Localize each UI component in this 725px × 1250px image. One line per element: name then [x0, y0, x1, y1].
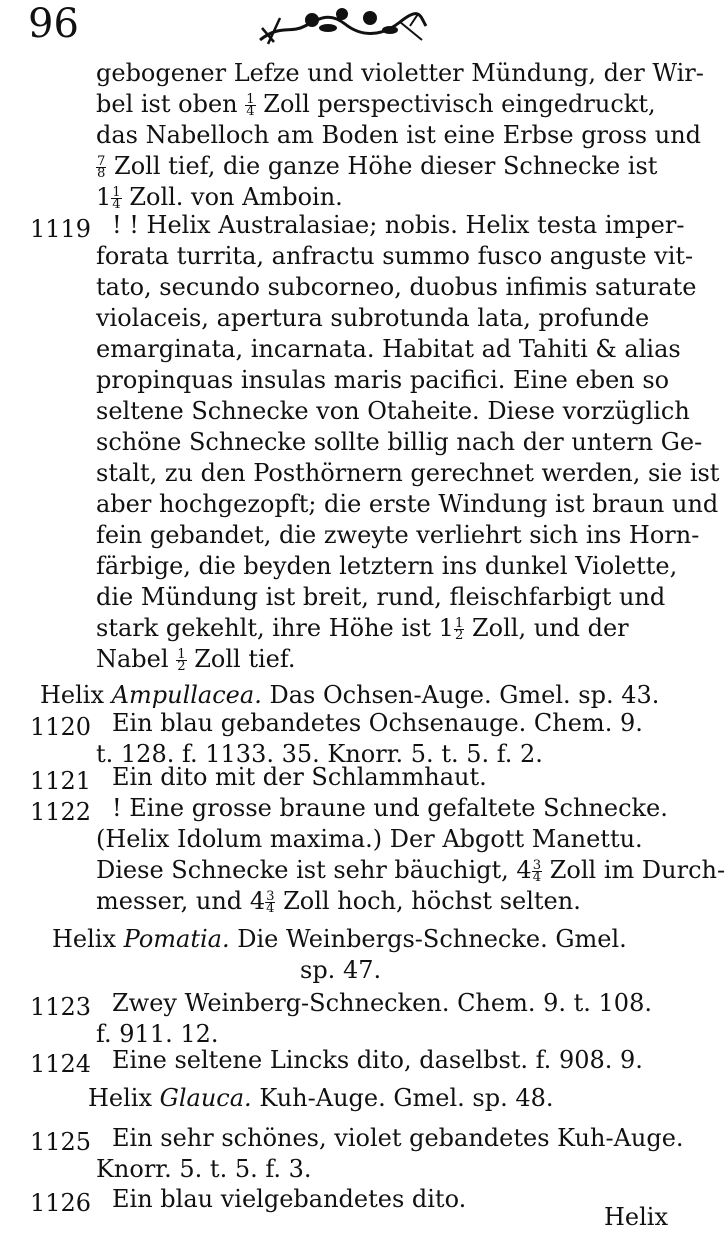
entry-number: 1121	[30, 767, 92, 795]
text-line: Nabel $\frac{1}{2}$ Zoll tief.	[96, 645, 296, 675]
entry-number: 1123	[30, 993, 92, 1021]
text-line: Ein blau gebandetes Ochsenauge. Chem. 9.	[112, 709, 643, 737]
text-line: Knorr. 5. t. 5. f. 3.	[96, 1155, 312, 1183]
entry-number: 1119	[30, 215, 92, 243]
fraction: $\frac{7}{8}$	[97, 154, 106, 182]
entry-number: 1126	[30, 1189, 92, 1217]
species-heading-continued: sp. 47.	[300, 956, 382, 984]
fraction: $\frac{1}{4}$	[112, 185, 121, 213]
fraction: $\frac{1}{2}$	[177, 647, 186, 675]
text-line: ! Eine grosse braune und gefaltete Schnecke.	[112, 794, 668, 822]
entry-number: 1124	[30, 1050, 92, 1078]
fraction: $\frac{3}{4}$	[266, 889, 275, 917]
text-line: violaceis, apertura subrotunda lata, profunde	[96, 304, 650, 332]
species-heading: Helix Glauca. Kuh-Auge. Gmel. sp. 48.	[88, 1084, 554, 1112]
fraction: $\frac{1}{2}$	[454, 616, 464, 644]
text-line: bel ist oben $\frac{1}{4}$ Zoll perspectivisch eingedruckt,	[96, 90, 656, 120]
entry-number: 1122	[30, 798, 92, 826]
catchword: Helix	[603, 1203, 668, 1231]
text-line: gebogener Lefze und violetter Mündung, der Wir-	[96, 59, 704, 87]
text-line: stark gekehlt, ihre Höhe ist 1 $\frac{1}{2}$ Zoll, und der	[96, 614, 629, 644]
entry-number: 1125	[30, 1128, 92, 1156]
fraction: $\frac{1}{4}$	[246, 92, 255, 120]
text-line: messer, und 4 $\frac{3}{4}$ Zoll hoch, höchst selten.	[96, 887, 581, 917]
text-line: das Nabelloch am Boden ist eine Erbse gross und	[96, 121, 702, 149]
text-line: $\frac{7}{8}$ Zoll tief, die ganze Höhe dieser Schnecke ist	[97, 152, 658, 182]
text-line: propinquas insulas maris pacifici. Eine eben so	[96, 366, 670, 394]
text-line: färbige, die beyden letztern ins dunkel Violette,	[96, 552, 678, 580]
species-heading: Helix Ampullacea. Das Ochsen-Auge. Gmel. sp. 43.	[40, 681, 660, 709]
text-line: schöne Schnecke sollte billig nach der untern Ge-	[96, 428, 703, 456]
text-line: Ein dito mit der Schlammhaut.	[112, 763, 487, 791]
text-line: emarginata, incarnata. Habitat ad Tahiti & alias	[96, 335, 681, 363]
text-line: die Mündung ist breit, rund, fleischfarbigt und	[96, 583, 666, 611]
text-line: stalt, zu den Posthörnern gerechnet werden, sie ist	[96, 459, 720, 487]
text-line: Zwey Weinberg-Schnecken. Chem. 9. t. 108.	[112, 989, 652, 1017]
text-line: f. 911. 12.	[96, 1020, 219, 1048]
text-line: Ein sehr schönes, violet gebandetes Kuh-Auge.	[112, 1124, 684, 1152]
text-line: Diese Schnecke ist sehr bäuchigt, 4 $\frac{3}{4}$ Zoll im Durch-	[96, 856, 725, 886]
text-line: t. 128. f. 1133. 35. Knorr. 5. t. 5. f. 2.	[96, 740, 543, 768]
text-line: ! ! Helix Australasiae; nobis. Helix testa imper-	[112, 211, 685, 239]
text-line: Eine seltene Lincks dito, daselbst. f. 908. 9.	[112, 1046, 643, 1074]
page-number: 96	[28, 1, 79, 47]
text-line: fein gebandet, die zweyte verliehrt sich ins Horn-	[96, 521, 700, 549]
text-line: (Helix Idolum maxima.) Der Abgott Manettu.	[96, 825, 643, 853]
text-line: aber hochgezopft; die erste Windung ist braun und	[96, 490, 719, 518]
text-line: Ein blau vielgebandetes dito.	[112, 1185, 467, 1213]
text-line: tato, secundo subcorneo, duobus infimis saturate	[96, 273, 697, 301]
text-line: forata turrita, anfractu summo fusco anguste vit-	[96, 242, 694, 270]
text-line: seltene Schnecke von Otaheite. Diese vorzüglich	[96, 397, 690, 425]
species-heading: Helix Pomatia. Die Weinbergs-Schnecke. Gmel.	[52, 925, 627, 953]
entry-number: 1120	[30, 713, 92, 741]
fraction: $\frac{3}{4}$	[532, 858, 542, 886]
text-line: 1 $\frac{1}{4}$ Zoll. von Amboin.	[96, 183, 343, 213]
floral-ornament-icon	[250, 4, 430, 48]
